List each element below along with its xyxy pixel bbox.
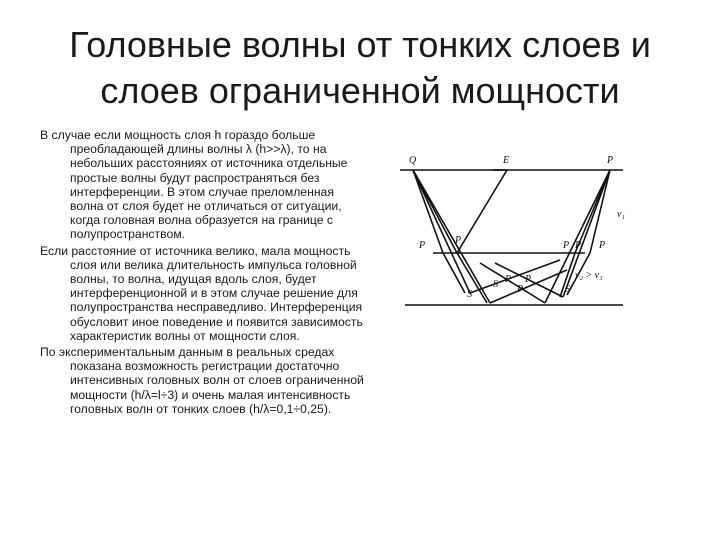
body-text — [40, 128, 370, 418]
paragraph-experimental: По экспериментальным данным в реальных средах показана возможность регистрации достаточно интенсивных головных волн от слоев ограниченной мощности (h/λ=l÷3) и очень малая интенсивность головных волн от тонких слоев (h/λ=0,1÷0,25). — [40, 345, 364, 416]
ray-diagram-svg — [395, 145, 655, 315]
ray-q-4 — [413, 170, 490, 303]
label-source-q: Q — [409, 155, 417, 166]
ray-q-3 — [413, 170, 470, 293]
label-receiver-p: P — [607, 155, 614, 166]
label-s-3: S — [565, 284, 570, 295]
label-e: E — [503, 155, 510, 166]
label-p-left-2: P — [455, 235, 462, 246]
label-v1: v₁ — [617, 209, 625, 220]
reflected-ray-left — [457, 170, 507, 253]
paragraph-thick-layer: В случае если мощность слоя h гораздо больше преобладающей длины волны λ (h>>λ), то на небольших расстояниях от источника отдельные простые волны будут распространяться без интерференции. В этом случае преломленная волна от слоя будет не отличаться от ситуации, когда головная волна образуется на границе с полупространством. — [40, 128, 348, 242]
label-p-right-1: P — [563, 240, 570, 251]
label-velocity-ratio: v₂ > v₁ — [575, 270, 603, 281]
slide-title: Головные волны от тонких слоев и слоев ограниченной мощности — [69, 24, 651, 111]
ray-lines — [400, 170, 623, 305]
label-p-bottom-1: P — [505, 274, 512, 285]
label-p-bottom-3: P — [517, 284, 524, 295]
label-p-left-1: P — [419, 240, 426, 251]
label-p-right-2: P — [575, 240, 582, 251]
label-p-bottom-2: P — [525, 274, 532, 285]
ray-p-4 — [545, 170, 610, 303]
ray-q-1 — [413, 170, 443, 253]
paragraph-interference: Если расстояние от источника велико, мала мощность слоя или велика длительность импульса головной волны, то волна, идущая вдоль слоя, будет интерференционной и в этом случае решение для полупространства несправедливо. Интерференция обусловит иное поведение и появится зависимость характеристик волны от мощности слоя. — [40, 243, 363, 343]
label-s-1: S — [467, 289, 472, 300]
ray-left-lower-2 — [457, 253, 487, 303]
head-wave-ray-diagram — [395, 145, 655, 315]
label-p-right-3: P — [599, 240, 606, 251]
label-s-2: S — [493, 279, 498, 290]
